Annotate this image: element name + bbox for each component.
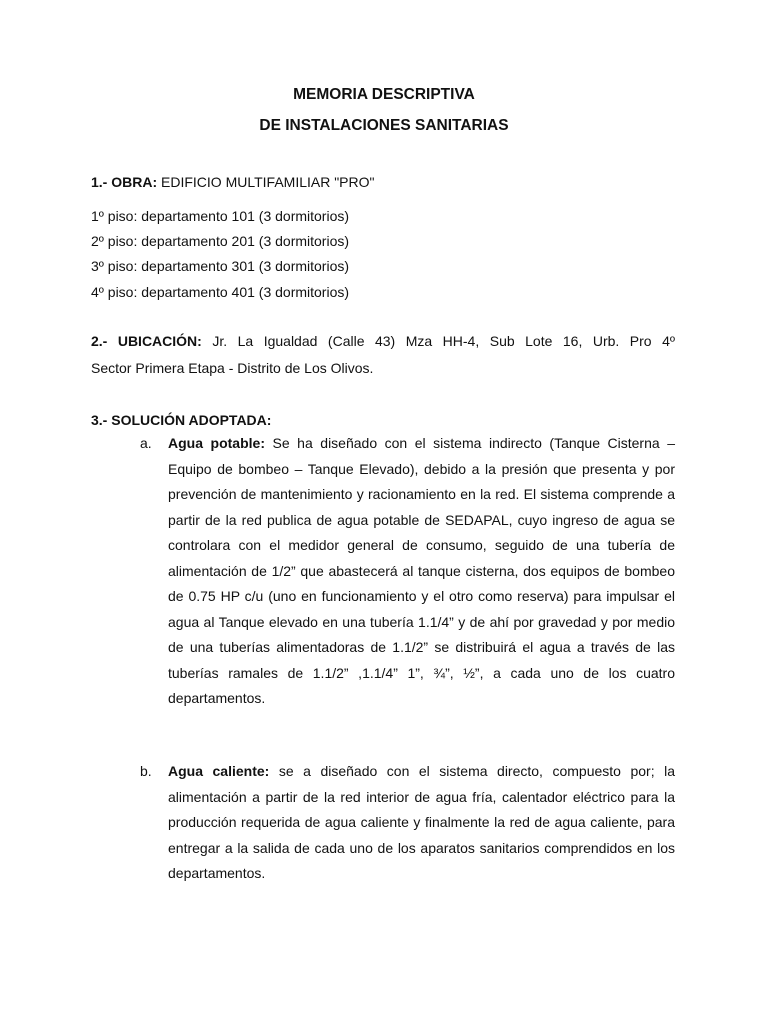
piso-line-3: 3º piso: departamento 301 (3 dormitorios) xyxy=(91,258,350,274)
obra-heading: 1.- OBRA: xyxy=(91,174,158,190)
item-letter: a. xyxy=(140,435,152,451)
ubicacion-line2: Sector Primera Etapa - Distrito de Los Olivos. xyxy=(91,360,374,376)
item-label: Agua potable: xyxy=(168,435,265,451)
obra-line xyxy=(91,174,375,190)
item-letter: b. xyxy=(140,763,152,779)
piso-line-1: 1º piso: departamento 101 (3 dormitorios) xyxy=(91,208,350,224)
ubicacion-line1 xyxy=(91,328,675,355)
item-label: Agua caliente: xyxy=(168,763,270,779)
piso-line-4: 4º piso: departamento 401 (3 dormitorios) xyxy=(91,284,350,300)
item-text: se a diseñado con el sistema directo, compuesto por; la alimentación a partir de la red interior de agua fría, calentador eléctrico para la producción requerida de agua caliente y finalmente la red de agua caliente, para entregar a la salida de cada uno de los aparatos sanitarios comprendidos en los departamentos. xyxy=(168,763,675,881)
item-body xyxy=(168,431,675,712)
solucion-heading: 3.- SOLUCIÓN ADOPTADA: xyxy=(91,412,272,428)
document-title-line2: DE INSTALACIONES SANITARIAS xyxy=(259,117,509,134)
obra-value: EDIFICIO MULTIFAMILIAR "PRO" xyxy=(157,174,375,190)
piso-line-2: 2º piso: departamento 201 (3 dormitorios) xyxy=(91,233,350,249)
ubicacion-text-1: Jr. La Igualdad (Calle 43) Mza HH-4, Sub Lote 16, Urb. Pro 4º xyxy=(201,333,675,349)
document-title-line1: MEMORIA DESCRIPTIVA xyxy=(293,86,475,103)
item-body xyxy=(168,759,675,887)
item-text: Se ha diseñado con el sistema indirecto (Tanque Cisterna – Equipo de bombeo – Tanque Elevado), debido a la presión que presenta y por prevención de mantenimiento y racionamiento en la red. El sistema comprende a partir de la red publica de agua potable de SEDAPAL, cuyo ingreso de agua se controlara con el medidor general de consumo, seguido de una tubería de alimentación de 1/2” que abastecerá al tanque cisterna, dos equipos de bombeo de 0.75 HP c/u (uno en funcionamiento y el otro como reserva) para impulsar el agua al Tanque elevado en una tubería 1.1/4” y de ahí por gravedad y por medio de una tuberías alimentadoras de 1.1/2” se distribuirá el agua a través de las tuberías ramales de 1.1/2” ,1.1/4” 1”, ¾”, ½”, a cada uno de los cuatro departamentos. xyxy=(168,435,675,706)
ubicacion-heading: 2.- UBICACIÓN: xyxy=(91,333,202,349)
ubicacion-paragraph xyxy=(91,328,675,382)
